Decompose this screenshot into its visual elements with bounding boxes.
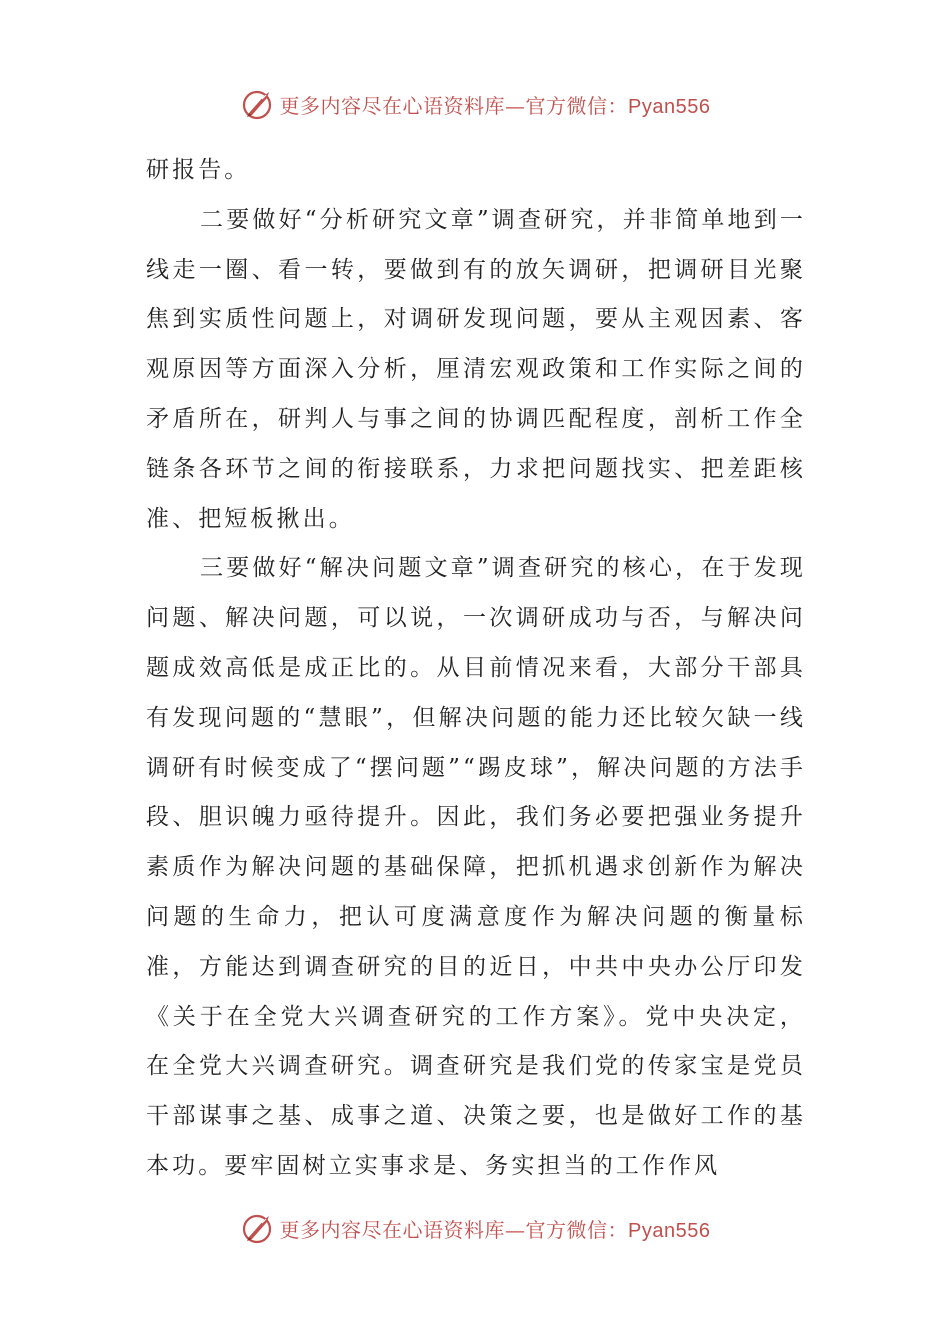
- footer-wechat-label: 官方微信：: [525, 1217, 629, 1242]
- footer-banner: [0, 1208, 950, 1248]
- paragraph-solve-problems: 三要做好“解决问题文章”调查研究的核心，在于发现问题、解决问题，可以说，一次调研成功与否，与解决问题成效高低是成正比的。从目前情况来看，大部分干部具有发现问题的“慧眼”，但解决问题的能力还比较欠缺一线调研有时候变成了“摆问题”“踢皮球”，解决问题的方法手段、胆识魄力亟待提升。因此，我们务必要把强业务提升素质作为解决问题的基础保障，把抓机遇求创新作为解决问题的生命力，把认可度满意度作为解决问题的衡量标准，方能达到调查研究的目的近日，中共中央办公厅印发《关于在全党大兴调查研究的工作方案》。党中央决定，在全党大兴调查研究。调查研究是我们党的传家宝是党员干部谋事之基、成事之道、决策之要，也是做好工作的基本功。要牢固树立实事求是、务实担当的工作作风: [146, 555, 806, 1179]
- footer-banner-text: [280, 1214, 711, 1243]
- header-wechat-id: Pyan556: [628, 95, 711, 118]
- pen-nib-logo-icon: [240, 1210, 276, 1246]
- footer-site-text: 更多内容尽在心语资料库: [279, 1217, 506, 1242]
- header-wechat-label: 官方微信：: [525, 93, 629, 118]
- paragraph-continuation: 研报告。: [146, 157, 251, 183]
- header-site-text: 更多内容尽在心语资料库: [279, 93, 506, 118]
- header-banner-text: [280, 90, 711, 119]
- footer-dash: —: [505, 1217, 526, 1242]
- header-dash: —: [505, 93, 526, 118]
- footer-wechat-id: Pyan556: [628, 1219, 711, 1242]
- document-body: [146, 146, 806, 1192]
- pen-nib-logo-icon: [240, 86, 276, 122]
- paragraph-analysis-research: 二要做好“分析研究文章”调查研究，并非简单地到一线走一圈、看一转，要做到有的放矢调研，把调研目光聚焦到实质性问题上，对调研发现问题，要从主观因素、客观原因等方面深入分析，厘清宏观政策和工作实际之间的矛盾所在，研判人与事之间的协调匹配程度，剖析工作全链条各环节之间的衔接联系，力求把问题找实、把差距核准、把短板揪出。: [146, 206, 806, 532]
- header-banner: [0, 84, 950, 124]
